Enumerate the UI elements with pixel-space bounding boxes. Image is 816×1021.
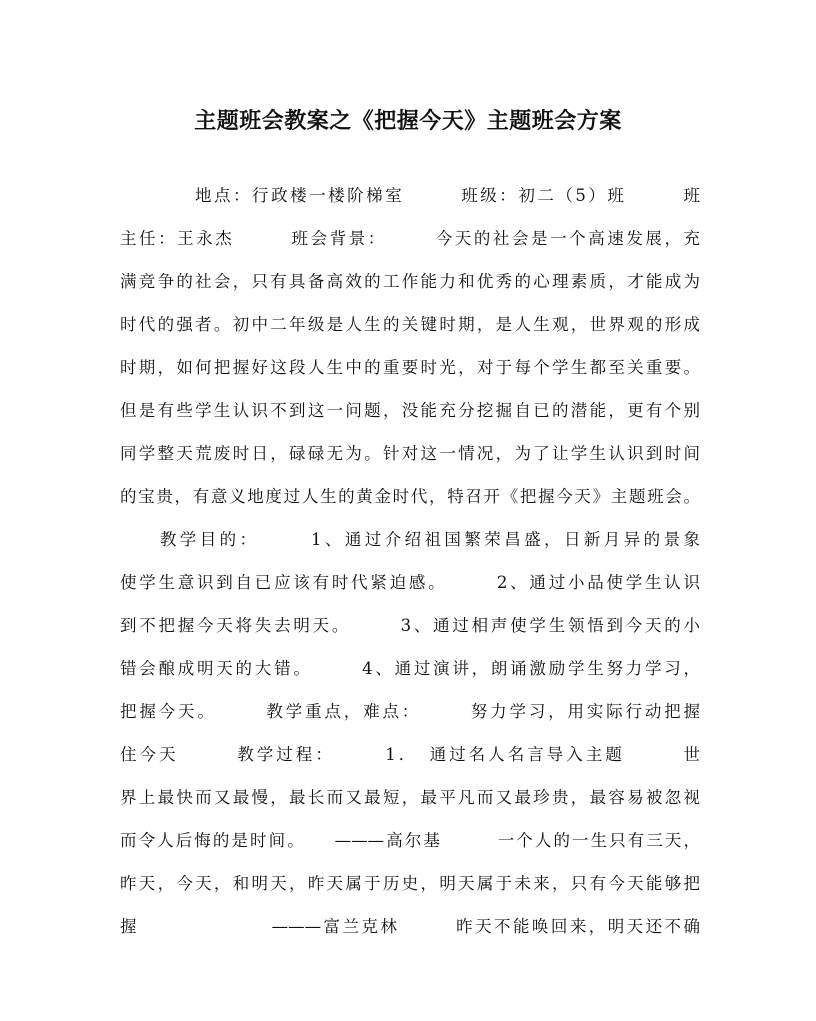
document-title: 主题班会教案之《把握今天》主题班会方案	[194, 108, 622, 134]
paragraph-line: 使学生意识到自已应该有时代紧迫感。 2、通过小品使学生认识	[120, 573, 700, 592]
paragraph-line: 但是有些学生认识不到这一问题，没能充分挖掘自已的潜能，更有个别	[120, 401, 700, 420]
paragraph-line: 主任：王永杰 班会背景： 今天的社会是一个高速发展，充	[120, 229, 700, 248]
paragraph-line: 昨天，今天，和明天，昨天属于历史，明天属于未来，只有今天能够把	[120, 874, 700, 893]
paragraph-line: 而令人后悔的是时间。 ———高尔基 一个人的一生只有三天，	[120, 831, 700, 850]
paragraph-line: 地点：行政楼一楼阶梯室 班级：初二（5）班 班	[195, 186, 700, 205]
paragraph-line: 时代的强者。初中二年级是人生的关键时期，是人生观，世界观的形成	[120, 315, 700, 334]
paragraph-line: 界上最快而又最慢，最长而又最短，最平凡而又最珍贵，最容易被忽视	[120, 788, 700, 807]
paragraph-line: 到不把握今天将失去明天。 3、通过相声使学生领悟到今天的小	[120, 616, 700, 635]
paragraph-line: 错会酿成明天的大错。 4、通过演讲，朗诵激励学生努力学习，	[120, 659, 700, 678]
paragraph-line: 同学整天荒废时日，碌碌无为。针对这一情况，为了让学生认识到时间	[120, 444, 700, 463]
paragraph-line: 握 ———富兰克林 昨天不能唤回来，明天还不确	[120, 917, 700, 936]
paragraph-line: 把握今天。 教学重点，难点： 努力学习，用实际行动把握	[120, 702, 700, 721]
paragraph-line: 满竞争的社会，只有具备高效的工作能力和优秀的心理素质，才能成为	[120, 272, 700, 291]
paragraph-line: 的宝贵，有意义地度过人生的黄金时代，特召开《把握今天》主题班会。	[120, 487, 700, 506]
paragraph-line: 时期，如何把握好这段人生中的重要时光，对于每个学生都至关重要。	[120, 358, 700, 377]
paragraph-line: 教学目的： 1、通过介绍祖国繁荣昌盛，日新月异的景象	[120, 530, 700, 549]
paragraph-line: 住今天 教学过程： 1． 通过名人名言导入主题 世	[120, 745, 700, 764]
